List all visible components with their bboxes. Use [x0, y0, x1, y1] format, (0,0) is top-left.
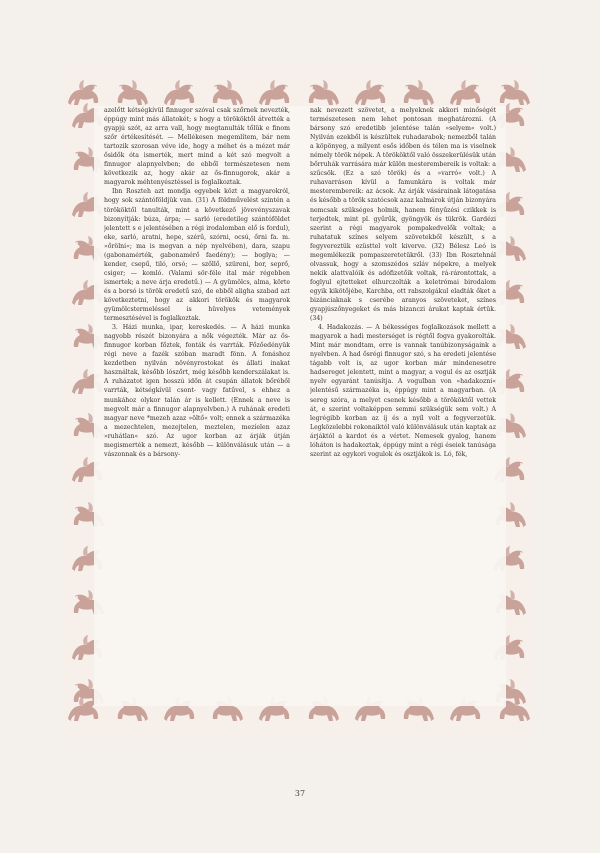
- paragraph: 4. Hadakozás. — A békességes foglalkozások mellett a magyarok a hadi mesterséget is régtől fogva gyakorolták. Mint már mondtam, erre is vannak tanúbizonyságaink a nyelvben. A had ősrégi finnugor szó, s ha eredeti jelentése tágabb volt is, az ugor korban már mindenesetre hadsereget jelentett, mint a magyar, a vogul és az osztják nyelv egyaránt tanúsítja. A vogulban von »hadakozni« jelentésű származéka is, éppúgy mint a magyarban. (A sereg szóra, a melyet csenek később a törököktől vettek át, e szerint voltaképpen semmi szükségük sem volt.) A legrégibb korban az íj és a nyíl volt a fegyverzetük. Legközelebbi rokonaiktól való különválásuk után kaptak az árjáktól a kardot és a vértet. Nemesek gyalog, hanem lóháton is hadakoztak, éppúgy mint a régi éseiek tanúsága szerint az egykori vogulok és osztjákok is. Ló, fék,: [310, 324, 496, 458]
- left-column: [104, 106, 290, 706]
- paragraph: 3. Házi munka, ipar, kereskedés. — A házi munka nagyobb részét bizonyára a nők végezték. Már az ős-finnugor korban főztek, fonták és varrták. Főzőedényük régi neve a fazék szóban maradt fönn. A fonáshoz kezdetben nyilván növényrostokat és állati inakat használtak, később lószőrt, még később kenderszálakat is. A ruházatot igen hosszú időn át csupán állatok bőréből varrták, kétségkívül csont- vagy fatűvel, s ehhez a munkához olykor talán ár is kellett. (Ennek a neve is megvolt már a finnugor alapnyelvben.) A ruhának eredeti magyar neve *mezeh azaz »öltő« volt; ennek a származéka a mezechtelen, mezejtelen, meztelen, mezíelen azaz »ruhátlan« szó. Az ugor korban az árják útján megismerték a nemezt, később — különválásuk után — a vászonnak és a bársony-: [104, 324, 290, 458]
- page-number: 37: [294, 789, 306, 798]
- paragraph: Ibn Roszteh azt mondja egyebek közt a magyarokról, hogy sok szántóföldjük van. (31) A földművelést szintén a törököktől tanulták, mint a következő jövevényszavak bizonyítják: búza, árpa; — sarló (eredetileg szántóföldet jelentett s e jelentésében a régi irodalomban elő is fordul), eke, sarló, aratni, hepe, szérű, szórni, ocsú, őrni fa. m. »őrölni«; ma is megvan a nép nyelvében), dara, szapu (gabonamérték, gabonamérő faedény); — boglya; — kender, csepű, tiló, orsó; — szőllő, szüreni, bor, seprő, csiger; — komló. (Valami sör-féle ital már régebben ismertek; a neve árja eredetű.) — A gyümölcs, alma, körte és a borsó is török eredetű szó, de ebből aligha szabad azt következtetni, hogy az akkori törökök és magyarok gyümölcstermeléssel is hüvelyes vetemények termesztésével is foglalkoztak.: [104, 188, 290, 323]
- two-column-text: [104, 106, 496, 706]
- paragraph: nak nevezett szövetet, a melyeknek akkori minőségét természetesen nem lehet pontosan meghatározni. (A bársony szó eredetibb jelentése talán »selyem« volt.) Nyilván ezekből is készültek ruhadarabok; nemezből talán a köpönyeg, a milyent esős időben és télen ma is viselnek némely török népek. A törököktől való összekerülésük után bőrruhák varrására már külön mesterembereik is voltak: a szűcsök. (Ez a szó török) és a »varró« volt.) A ruhavarráson kívül a famunkára is voltak már mesterembereik: az ácsok. Az árják vásárainak látogatása és később a török szatócsok azaz kalmárok útján bizonyára nemcsak szükséges holmik, hanem fényűzési czikkek is terjedtek, mint pl. gyűrűk, gyöngyök és tükrök. Gardézi szerint a régi magyarok pompakedvelők voltak; a ruhatatuk színes selyem szövetekből készült, s a fegyvereztük ezüsttel volt kiverve. (32) Bélesz Leó is megemlékezik pompaszeretetükről. (33) Ibn Rosztehnál olvassuk, hogy a szomszédos szláv népekre, a melyek nekik alattvalóik és adófizetőik voltak, rá-rárontottak, a foglyul ejtetteket elhurczolták a keletrómai birodalom egyik kikötőjébe, Karchba, ott rabszolgákul eladták őket a bizánciaknak s cserébe aranyos szöveteket, színes gyapjúszőnyegeket és más bizanczi árukat kaptak értük. (34): [310, 107, 496, 323]
- right-column: [310, 106, 496, 706]
- paragraph: azelőtt kétségkívül finnugor szóval csak szőrnek nevezték, éppúgy mint más állatokét; s hogy a törököktől átvették a gyapjú szót, az arra vall, hogy megtanulták tőlük e finom szőr értékesítését. — Mellékesen megemlítem, bár nem tartozik szorosan véve ide, hogy a méhet és a mézet már ősidők óta ismerték, mert mind a két szó megvolt a finnugor alapnyelvben; de ebből természetesen nem következik az, hogy akár az ős-finnugorok, akár a magyarok méhtenyésztéssel is foglalkoztak.: [104, 107, 290, 187]
